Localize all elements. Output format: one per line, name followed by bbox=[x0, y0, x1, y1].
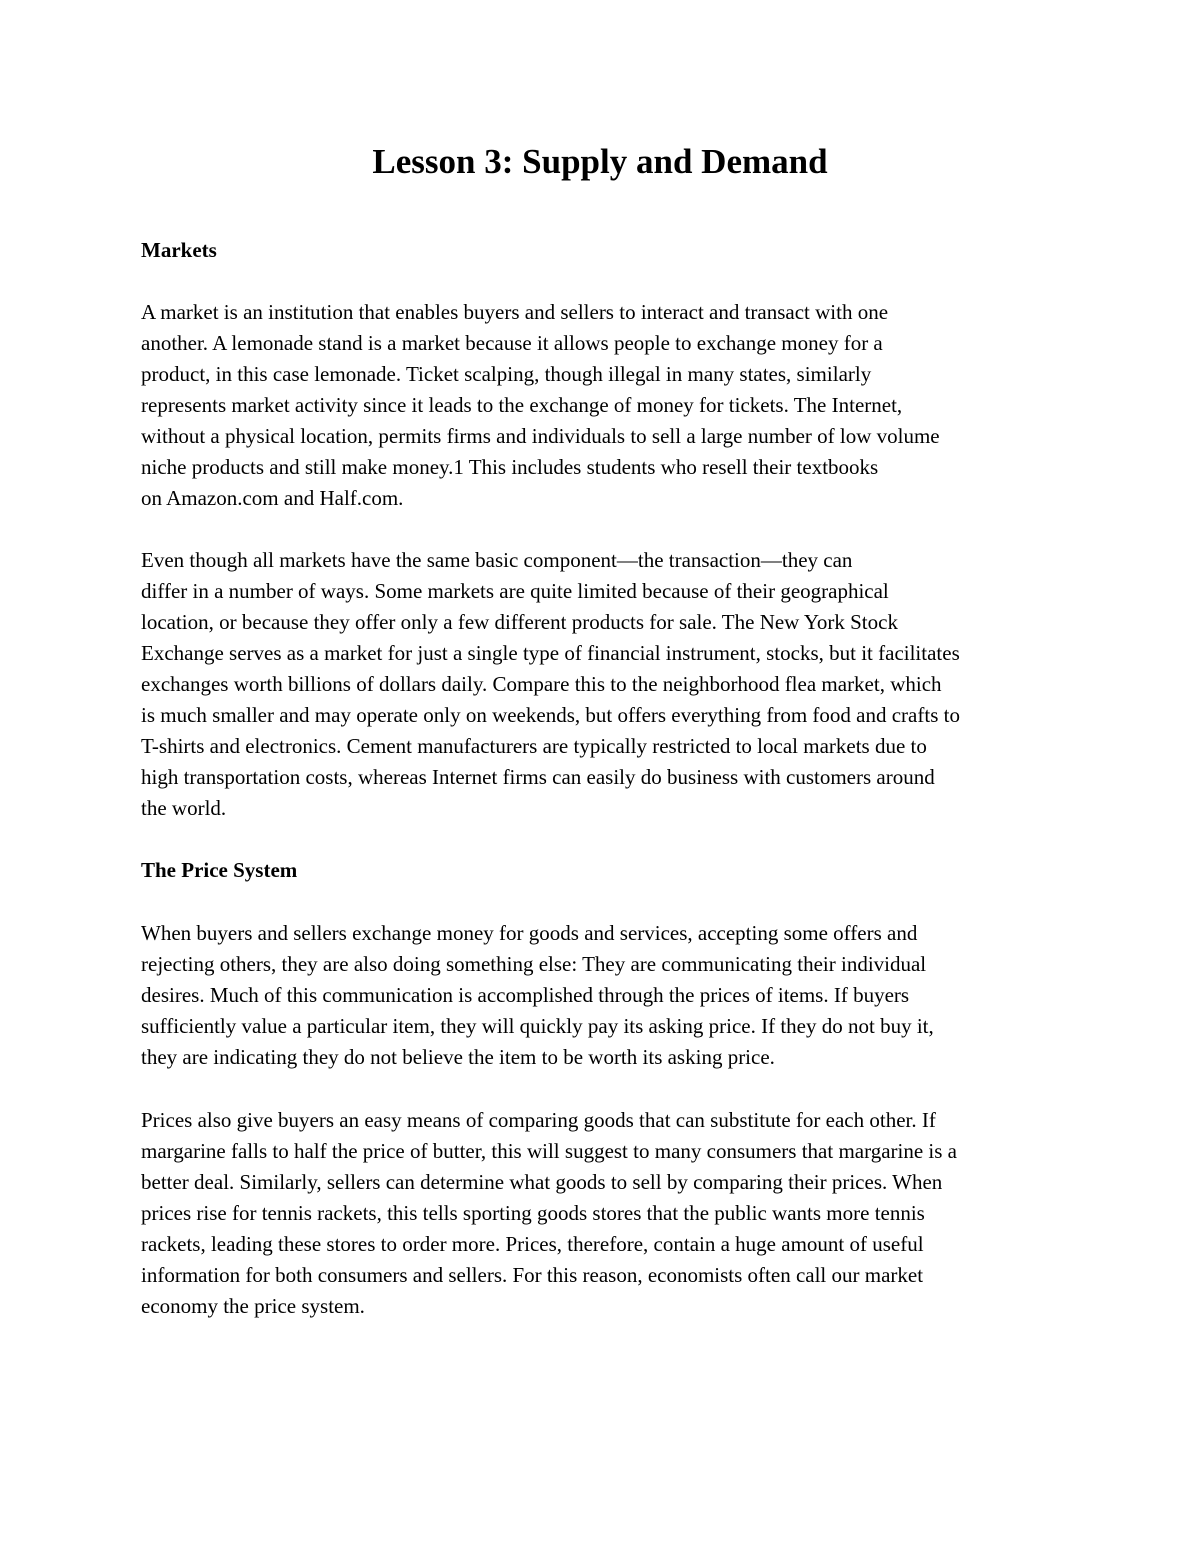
text-line: better deal. Similarly, sellers can determine what goods to sell by comparing their prices. When bbox=[141, 1170, 943, 1194]
text-line: location, or because they offer only a few different products for sale. The New York Stock bbox=[141, 610, 898, 634]
text-line: the world. bbox=[141, 796, 227, 820]
text-line: rackets, leading these stores to order more. Prices, therefore, contain a huge amount of useful bbox=[141, 1232, 924, 1256]
text-line: product, in this case lemonade. Ticket scalping, though illegal in many states, similarly bbox=[141, 362, 872, 386]
text-line: Even though all markets have the same basic component—the transaction—they can bbox=[141, 548, 853, 572]
text-line: exchanges worth billions of dollars daily. Compare this to the neighborhood flea market, which bbox=[141, 672, 942, 696]
text-line: sufficiently value a particular item, they will quickly pay its asking price. If they do not buy it, bbox=[141, 1014, 934, 1038]
text-line: economy the price system. bbox=[141, 1294, 365, 1318]
text-line: is much smaller and may operate only on weekends, but offers everything from food and crafts to bbox=[141, 703, 960, 727]
text-line: without a physical location, permits firms and individuals to sell a large number of low volume bbox=[141, 424, 940, 448]
section-heading-markets: Markets bbox=[141, 238, 217, 262]
text-line: information for both consumers and sellers. For this reason, economists often call our market bbox=[141, 1263, 924, 1287]
text-line: prices rise for tennis rackets, this tells sporting goods stores that the public wants more tennis bbox=[141, 1201, 925, 1225]
text-line: Exchange serves as a market for just a single type of financial instrument, stocks, but it facilitates bbox=[141, 641, 960, 665]
text-line: A market is an institution that enables buyers and sellers to interact and transact with one bbox=[141, 300, 889, 324]
text-line: another. A lemonade stand is a market because it allows people to exchange money for a bbox=[141, 331, 883, 355]
text-line: high transportation costs, whereas Internet firms can easily do business with customers around bbox=[141, 765, 935, 789]
text-line: niche products and still make money.1 This includes students who resell their textbooks bbox=[141, 455, 879, 479]
text-line: desires. Much of this communication is accomplished through the prices of items. If buyers bbox=[141, 983, 910, 1007]
text-line: on Amazon.com and Half.com. bbox=[141, 486, 404, 510]
text-line: differ in a number of ways. Some markets are quite limited because of their geographical bbox=[141, 579, 889, 603]
paragraph-price-system-1 bbox=[141, 918, 1081, 1073]
text-line: T-shirts and electronics. Cement manufacturers are typically restricted to local markets due to bbox=[141, 734, 927, 758]
paragraph-markets-1 bbox=[141, 297, 1081, 514]
text-line: Prices also give buyers an easy means of comparing goods that can substitute for each other. If bbox=[141, 1108, 936, 1132]
section-heading-price-system: The Price System bbox=[141, 858, 298, 882]
text-line: they are indicating they do not believe the item to be worth its asking price. bbox=[141, 1045, 775, 1069]
paragraph-price-system-2 bbox=[141, 1105, 1081, 1322]
text-line: represents market activity since it leads to the exchange of money for tickets. The Internet, bbox=[141, 393, 903, 417]
page-title: Lesson 3: Supply and Demand bbox=[372, 142, 828, 181]
text-line: rejecting others, they are also doing something else: They are communicating their individual bbox=[141, 952, 927, 976]
text-line: When buyers and sellers exchange money for goods and services, accepting some offers and bbox=[141, 921, 918, 945]
text-line: margarine falls to half the price of butter, this will suggest to many consumers that margarine is a bbox=[141, 1139, 958, 1163]
paragraph-markets-2 bbox=[141, 545, 1081, 824]
